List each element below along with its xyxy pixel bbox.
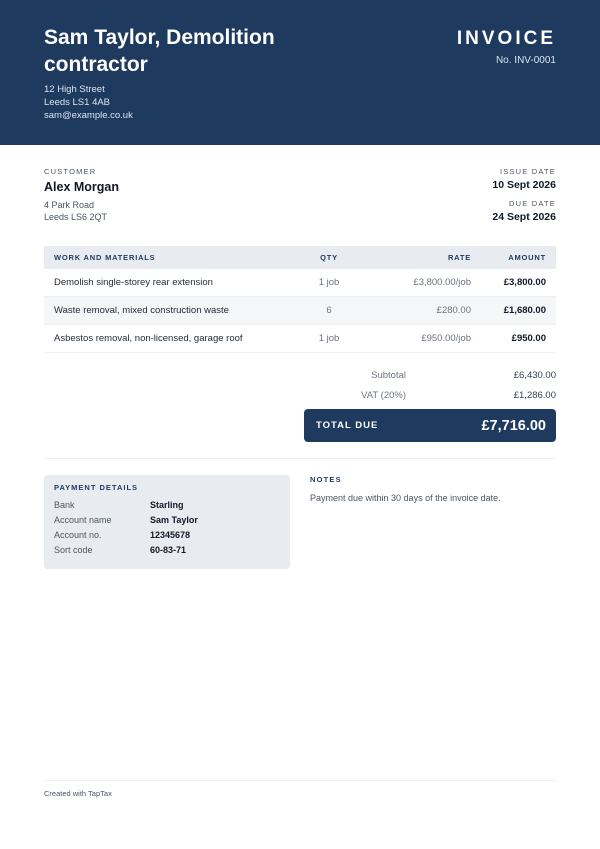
business-city: Leeds LS1 4AB xyxy=(44,97,111,108)
payment-value: 60-83-71 xyxy=(150,544,187,555)
invoice-title: INVOICE xyxy=(456,28,556,49)
payment-row xyxy=(54,542,280,557)
footer-credit: Created with TapTax xyxy=(44,789,112,798)
table-row xyxy=(44,269,556,297)
subtotal-row xyxy=(306,365,556,385)
payment-value: 12345678 xyxy=(150,529,191,540)
customer-label: CUSTOMER xyxy=(44,167,97,176)
business-street: 12 High Street xyxy=(44,84,105,95)
row-qty: 1 job xyxy=(318,277,340,288)
payment-key: Account no. xyxy=(54,529,102,540)
issue-date-label: ISSUE DATE xyxy=(499,167,556,176)
footer-divider xyxy=(44,780,556,781)
payment-key: Account name xyxy=(54,514,112,525)
subtotal-value: £6,430.00 xyxy=(513,369,556,381)
row-rate: £280.00 xyxy=(436,305,471,316)
payment-details-box xyxy=(44,475,290,569)
payment-row xyxy=(54,497,280,512)
row-description: Demolish single-storey rear extension xyxy=(54,277,213,288)
row-amount: £3,800.00 xyxy=(503,277,546,288)
section-divider xyxy=(44,458,556,459)
payment-key: Bank xyxy=(54,499,75,510)
row-rate: £3,800.00/job xyxy=(413,277,471,288)
notes-block xyxy=(310,475,556,503)
payment-details-title: PAYMENT DETAILS xyxy=(54,483,139,492)
total-due-label: TOTAL DUE xyxy=(316,420,379,431)
row-amount: £950.00 xyxy=(511,333,546,344)
table-row xyxy=(44,325,556,353)
row-description: Asbestos removal, non-licensed, garage roof xyxy=(54,333,243,344)
row-amount: £1,680.00 xyxy=(503,305,546,316)
customer-street: 4 Park Road xyxy=(44,200,95,210)
business-name: Sam Taylor, Demolition contractor xyxy=(44,26,275,76)
issue-date-value: 10 Sept 2026 xyxy=(492,179,556,191)
due-date-label: DUE DATE xyxy=(509,199,556,208)
payment-row xyxy=(54,527,280,542)
row-qty: 1 job xyxy=(318,333,340,344)
payment-value: Sam Taylor xyxy=(150,514,198,525)
customer-address xyxy=(44,199,119,223)
header-description: WORK AND MATERIALS xyxy=(54,253,156,262)
invoice-number: No. INV-0001 xyxy=(495,55,556,66)
row-rate: £950.00/job xyxy=(421,333,471,344)
header-qty: QTY xyxy=(320,253,338,262)
row-description: Waste removal, mixed construction waste xyxy=(54,305,229,316)
line-items-table xyxy=(44,246,556,353)
notes-title: NOTES xyxy=(310,475,342,484)
subtotal-label: Subtotal xyxy=(371,369,406,381)
row-qty: 6 xyxy=(326,305,332,316)
vat-row xyxy=(306,385,556,405)
invoice-header xyxy=(0,0,600,145)
customer-name: Alex Morgan xyxy=(44,180,120,194)
table-row xyxy=(44,297,556,325)
total-due-value: £7,716.00 xyxy=(481,417,546,434)
totals-block xyxy=(306,365,556,405)
due-date-value: 24 Sept 2026 xyxy=(492,211,556,223)
business-email: sam@example.co.uk xyxy=(44,110,133,121)
payment-key: Sort code xyxy=(54,544,93,555)
customer-city: Leeds LS6 2QT xyxy=(44,212,108,222)
vat-value: £1,286.00 xyxy=(513,389,556,401)
notes-text: Payment due within 30 days of the invoice date. xyxy=(310,493,501,503)
payment-row xyxy=(54,512,280,527)
payment-value: Starling xyxy=(150,499,184,510)
customer-block xyxy=(44,167,119,223)
header-amount: AMOUNT xyxy=(508,253,546,262)
business-address xyxy=(44,83,133,122)
total-due-bar xyxy=(304,409,556,442)
header-rate: RATE xyxy=(447,253,471,262)
vat-label: VAT (20%) xyxy=(361,389,406,401)
table-header xyxy=(44,246,556,269)
dates-block xyxy=(492,167,556,223)
